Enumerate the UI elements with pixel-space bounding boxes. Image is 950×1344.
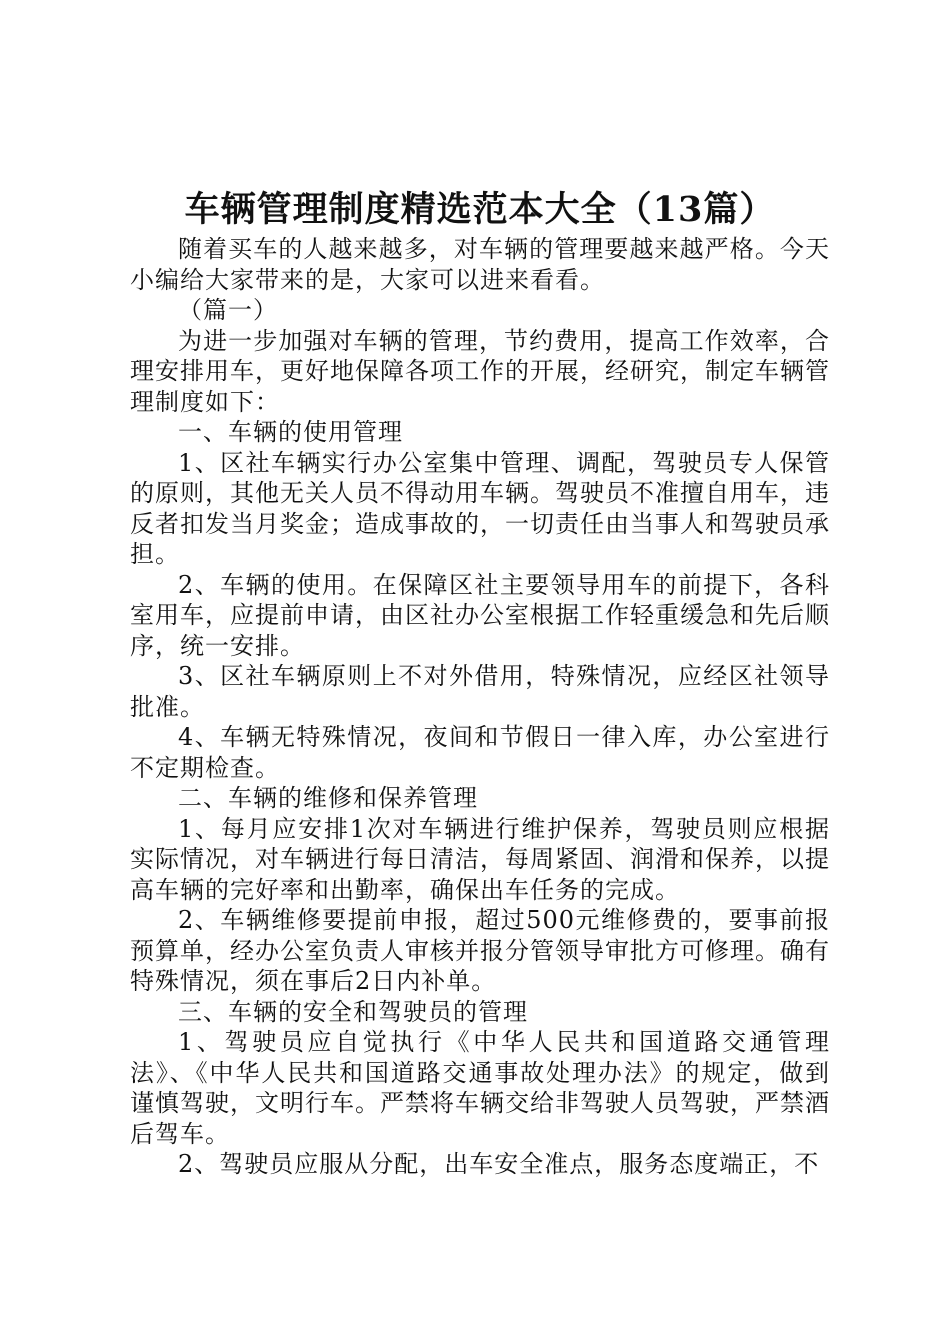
paragraph: 1、每月应安排1次对车辆进行维护保养，驾驶员则应根据实际情况，对车辆进行每日清洁，每周紧固、润滑和保养，以提高车辆的完好率和出勤率，确保出车任务的完成。 (130, 814, 830, 904)
document-page (130, 186, 830, 1180)
paragraph: 为进一步加强对车辆的管理，节约费用，提高工作效率，合理安排用车，更好地保障各项工作的开展，经研究，制定车辆管理制度如下： (130, 326, 830, 416)
paragraph: 2、车辆的使用。在保障区社主要领导用车的前提下，各科室用车，应提前申请，由区社办公室根据工作轻重缓急和先后顺序，统一安排。 (130, 570, 830, 660)
paragraph: 4、车辆无特殊情况，夜间和节假日一律入库，办公室进行不定期检查。 (130, 723, 830, 782)
section-label: （篇一） (178, 296, 278, 324)
paragraph: 2、车辆维修要提前申报，超过500元维修费的，要事前报预算单，经办公室负责人审核并报分管领导审批方可修理。确有特殊情况，须在事后2日内补单。 (130, 906, 830, 995)
document-title: 车辆管理制度精选范本大全（13篇） (184, 189, 776, 230)
section-heading: 一、车辆的使用管理 (178, 418, 403, 446)
paragraph: 1、驾驶员应自觉执行《中华人民共和国道路交通管理法》、《中华人民共和国道路交通事故处理办法》的规定，做到谨慎驾驶，文明行车。严禁将车辆交给非驾驶人员驾驶，严禁酒后驾车。 (130, 1028, 830, 1148)
section-heading: 二、车辆的维修和保养管理 (178, 784, 478, 812)
intro-paragraph: 随着买车的人越来越多，对车辆的管理要越来越严格。今天小编给大家带来的是，大家可以进来看看。 (130, 235, 830, 294)
paragraph: 2、驾驶员应服从分配，出车安全准点，服务态度端正，不 (178, 1150, 820, 1178)
paragraph: 3、区社车辆原则上不对外借用，特殊情况，应经区社领导批准。 (130, 662, 830, 721)
paragraph: 1、区社车辆实行办公室集中管理、调配，驾驶员专人保管的原则，其他无关人员不得动用车辆。驾驶员不准擅自用车，违反者扣发当月奖金；造成事故的，一切责任由当事人和驾驶员承担。 (130, 448, 830, 568)
section-heading: 三、车辆的安全和驾驶员的管理 (178, 997, 528, 1026)
